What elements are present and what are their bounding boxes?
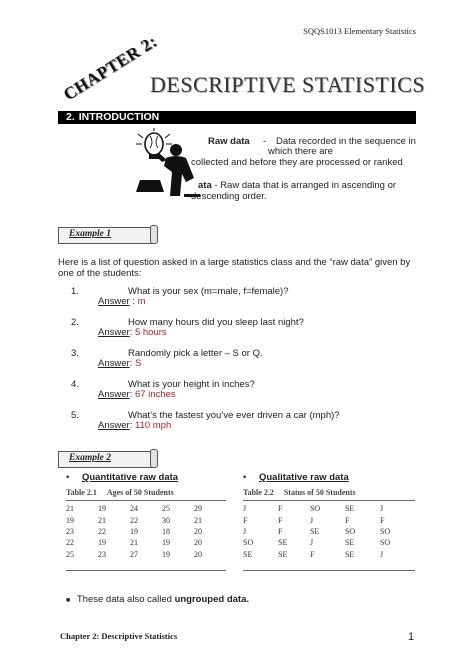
question-number: 1. [71,286,79,297]
note-prefix: These data also called [76,594,175,605]
table-cell: 22 [130,515,138,525]
table-row [243,549,415,560]
array-definition [198,180,396,191]
table-cell: F [278,504,283,514]
table-cell: SE [309,526,320,536]
table-cell: SE [278,549,288,559]
bullet-qualitative [243,472,349,483]
table-1-rule [66,570,226,571]
table-1-number: Table 2.1 [66,488,97,497]
table-cell: 18 [162,526,170,536]
bullet-icon: • [66,472,70,483]
table-cell: 21 [130,538,138,548]
bullet-icon: • [243,472,247,483]
table-cell: F [243,515,248,525]
table-cell: 19 [162,549,170,559]
table-cell: 21 [98,515,106,525]
example-1-label: Example 1 [69,229,111,239]
table-cell: 24 [130,504,138,514]
page-number: 1 [408,631,415,643]
table-cell: 27 [130,549,138,559]
scroll-end-decoration [150,225,158,244]
question-text: What is your height in inches? [128,379,255,390]
table-cell: J [243,504,247,514]
table-cell: 19 [66,515,74,525]
answer-value: 5 hours [134,327,167,338]
question-text: What’s the fastest you’ve ever driven a car (mph)? [128,410,340,421]
answer-value: S [134,358,142,369]
answer-line [98,389,176,400]
table-cell: F [344,515,350,525]
table-2-caption [243,488,356,497]
answer-value: 110 mph [134,420,172,431]
section-number: 2. [66,111,75,123]
table-row [243,526,415,537]
question-number: 5. [71,410,79,421]
array-term-fragment: ata [198,180,212,191]
table-cell: F [278,526,283,536]
table-cell: J [379,549,384,559]
answer-label: Answer [98,420,130,431]
table-cell: 29 [194,504,202,514]
quantitative-label: Quantitative raw data [81,472,179,483]
raw-data-definition [208,136,250,147]
table-row [243,514,415,525]
table-cell: F [278,515,283,525]
example-2-label: Example 2 [69,453,111,463]
raw-data-line2: which there are [268,146,333,157]
table-2-rule [243,500,415,501]
example-2-tag [58,451,156,468]
answer-label: Answer [98,389,130,400]
raw-data-sep: - [263,136,267,147]
question-text: What is your sex (m=male, f=female)? [128,286,289,297]
table-cell: 25 [66,549,74,559]
table-row [66,503,226,514]
table-cell: SO [379,538,391,548]
ungrouped-note [66,594,249,606]
table-1-title: Ages of 50 Students [106,488,174,497]
scroll-end-decoration [150,449,158,468]
table-cell: J [309,538,314,548]
table-cell: J [379,504,384,514]
answer-line [98,327,167,338]
example-1-tag [58,227,156,244]
table-cell: SE [243,549,253,559]
table-cell: 20 [194,538,202,548]
answer-label: Answer [98,358,130,369]
footer-chapter: Chapter 2: Descriptive Statistics [60,631,178,641]
table-cell: 19 [162,538,170,548]
table-cell: 22 [98,526,106,536]
table-cell: 23 [66,526,74,536]
answer-line [98,296,146,307]
raw-data-line1: Data recorded in the sequence in [276,136,416,147]
table-cell: J [309,515,314,525]
qualitative-label: Qualitative raw data [258,472,349,483]
array-line1: - Raw data that is arranged in ascending or [214,180,397,191]
bullet-quantitative [66,472,178,483]
table-cell: 20 [194,526,202,536]
page-title: DESCRIPTIVE STATISTICS [150,72,426,97]
table-cell: 19 [98,538,106,548]
table-cell: 20 [194,549,202,559]
table-cell: SE [344,504,355,514]
table-2-number: Table 2.2 [243,488,274,497]
question-text: Randomly pick a letter – S or Q. [128,348,263,359]
table-row [243,503,415,514]
table-cell: SO [309,504,321,514]
answer-separator: : [129,296,138,307]
table-cell: 23 [98,549,106,559]
note-bold: ungrouped data. [174,594,249,605]
table-2-rule [243,570,415,571]
answer-separator: : [129,327,135,338]
answer-label: Answer [98,327,130,338]
table-1-rule [66,500,226,501]
table-cell: 30 [162,515,170,525]
answer-separator: : [129,358,135,369]
table-cell: SE [278,538,288,548]
table-cell: 22 [66,538,74,548]
table-row [66,549,226,560]
table-1-caption [66,488,174,497]
table-cell: 19 [98,504,106,514]
raw-data-term: Raw data [208,136,250,147]
table-cell: 21 [194,515,202,525]
raw-data-line3: collected and before they are processed or ranked [191,157,403,168]
table-cell: SO [243,538,254,548]
table-cell: F [309,549,315,559]
section-title: INTRODUCTION [78,111,160,123]
section-heading [66,111,159,124]
table-cell: SE [344,538,355,548]
table-cell: SO [344,526,356,536]
answer-line [98,420,171,431]
course-header: SQQS1013 Elementary Statistics [303,26,416,36]
table-cell: F [379,515,385,525]
question-number: 3. [71,348,79,359]
table-row [66,526,226,537]
answer-value: m [137,296,146,307]
array-line2: descending order. [191,191,267,202]
square-bullet-icon: ■ [66,597,71,604]
table-row [243,537,415,548]
answer-separator: : [129,389,135,400]
question-text: How many hours did you sleep last night? [128,317,304,328]
chapter-label: CHAPTER 2: [60,31,161,105]
table-cell: 19 [130,526,138,536]
table-cell: SO [379,526,391,536]
answer-line [98,358,141,369]
table-row [66,514,226,525]
table-1 [66,503,226,560]
table-cell: 25 [162,504,170,514]
table-cell: SE [344,549,355,559]
table-cell: 21 [66,504,74,514]
example-1-intro: Here is a list of question asked in a large statistics class and the “raw data” given by one of the students: [58,257,411,279]
answer-label: Answer [98,296,130,307]
table-row [66,537,226,548]
table-cell: J [243,526,247,536]
answer-separator: : [129,420,135,431]
question-number: 4. [71,379,79,390]
table-2-title: Status of 50 Students [283,488,356,497]
answer-value: 67 inches [134,389,176,400]
question-number: 2. [71,317,79,328]
table-2 [243,503,415,560]
